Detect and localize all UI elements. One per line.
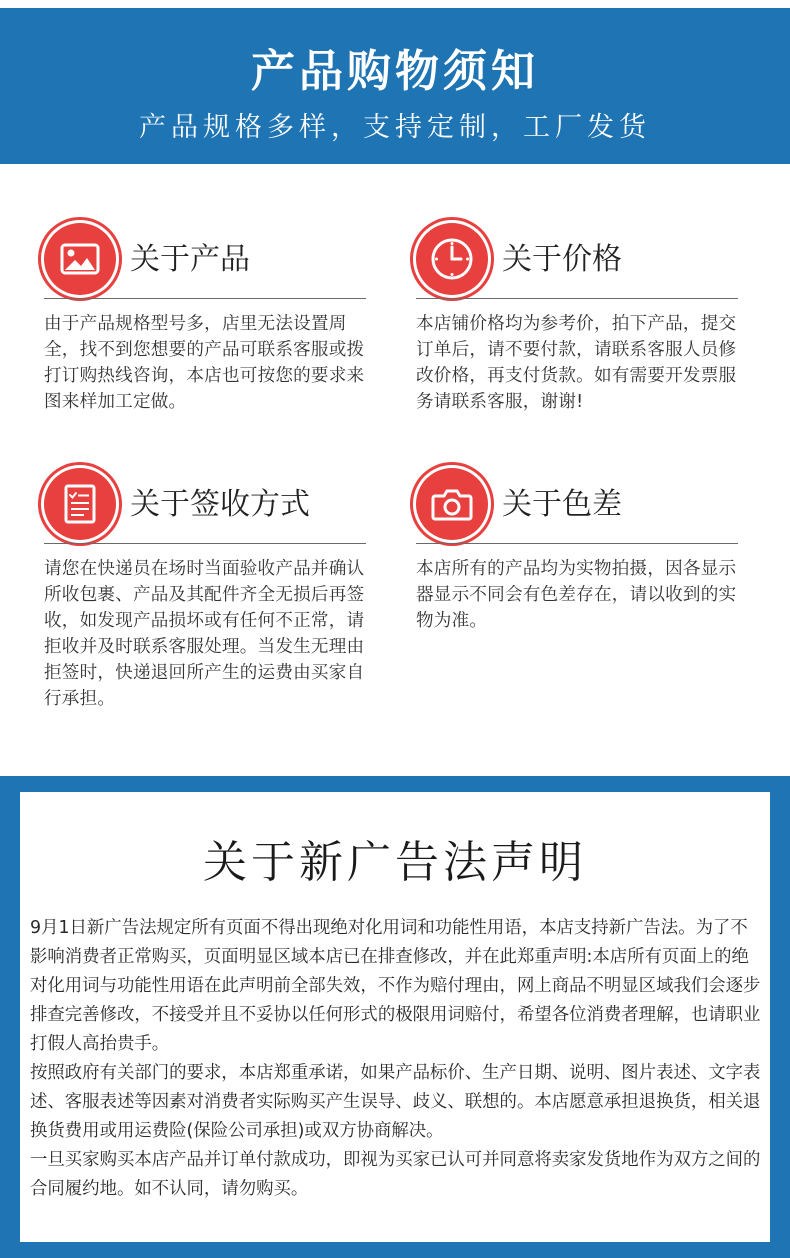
divider [44,298,366,299]
statement-title: 关于新广告法声明 [203,837,587,888]
divider [44,543,366,544]
statement-paragraph: 一旦买家购买本店产品并订单付款成功，即视为买家已认可并同意将卖家发货地作为双方之间的合同履约地。如不认同，请勿购买。 [30,1150,761,1199]
page-title: 产品购物须知 [251,46,539,97]
divider [416,298,738,299]
card-title: 关于价格 [502,242,622,277]
statement-paragraph: 9月1日新广告法规定所有页面不得出现绝对化用词和功能性用语，本店支持新广告法。为了不影响消费者正常购买，页面明显区域本店已在排查修改，并在此郑重声明:本店所有页面上的绝对化用词与功能性用语在此声明前全部失效，不作为赔付理由，网上商品不明显区域我们会逐步排查完善修改，不接受并且不妥协以任何形式的极限用词赔付，希望各位消费者理解，也请职业打假人高抬贵手。 [30,918,761,1054]
card-title: 关于签收方式 [130,487,310,522]
page-subtitle: 产品规格多样，支持定制，工厂发货 [139,112,651,143]
card-body: 本店铺价格均为参考价，拍下产品，提交订单后，请不要付款，请联系客服人员修改价格，再支付货款。如有需要开发票服务请联系客服，谢谢! [416,314,737,412]
clock-icon [416,223,488,295]
card-title: 关于产品 [130,242,250,277]
card-body: 由于产品规格型号多，店里无法设置周全，找不到您想要的产品可联系客服或拨打订购热线咨询，本店也可按您的要求来图来样加工定做。 [44,314,365,412]
statement-paragraph: 按照政府有关部门的要求，本店郑重承诺，如果产品标价、生产日期、说明、图片表述、文字表述、客服表述等因素对消费者实际购买产生误导、歧义、联想的。本店愿意承担退换货，相关退换货费用或用运费险(保险公司承担)或双方协商解决。 [30,1063,761,1141]
statement-body [30,914,765,1204]
statement-frame [0,776,790,1258]
card-body: 本店所有的产品均为实物拍摄，因各显示器显示不同会有色差存在，请以收到的实物为准。 [416,559,737,631]
card-title: 关于色差 [502,487,622,522]
card-body: 请您在快递员在场时当面验收产品并确认所收包裹、产品及其配件齐全无损后再签收，如发现产品损坏或有任何不正常，请拒收并及时联系客服处理。当发生无理由拒签时，快递退回所产生的运费由买家自行承担。 [44,559,365,709]
statement-panel [20,792,770,1242]
image-icon [44,223,116,295]
header-banner [0,8,790,164]
camera-icon [416,468,488,540]
checklist-icon [44,468,116,540]
divider [416,543,738,544]
